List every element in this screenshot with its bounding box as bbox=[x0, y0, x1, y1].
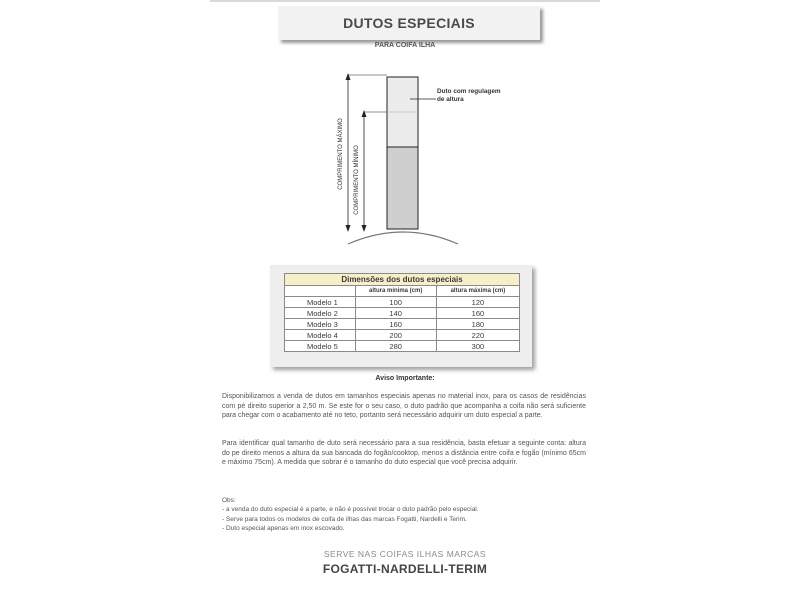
table-row bbox=[285, 319, 520, 330]
obs-item: - Serve para todos os modelos de coifa de ilhas das marcas Fogatti, Nardelli e Terim. bbox=[222, 515, 467, 523]
footer-brands: FOGATTI-NARDELLI-TERIM bbox=[322, 562, 488, 576]
duct-regulation-label bbox=[437, 88, 501, 104]
dimensions-table-panel bbox=[270, 265, 532, 367]
notice-paragraph-1: Disponibilizamos a venda de dutos em tamanhos especiais apenas no material inox, para os casos de residências com pé direito superior a 2,50 m. Se este for o seu caso, o duto padrão que acompanha a coifa não será suficiente para chegar com o acabamento até no teto, portanto será necessário adquirir um duto especial a parte. bbox=[222, 393, 586, 419]
cell-max: 160 bbox=[436, 308, 519, 319]
obs-item: - Duto especial apenas em inox escovado. bbox=[222, 524, 345, 532]
table-caption-row bbox=[285, 274, 520, 286]
notice-title: Aviso Importante: bbox=[375, 375, 435, 382]
top-rule bbox=[210, 0, 600, 2]
label-max-length: COMPRIMENTO MÁXIMO bbox=[338, 118, 344, 190]
cell-min: 200 bbox=[355, 330, 436, 341]
cell-model: Modelo 3 bbox=[285, 319, 356, 330]
table-row bbox=[285, 308, 520, 319]
obs-heading: Obs: bbox=[222, 497, 236, 504]
cell-max: 220 bbox=[436, 330, 519, 341]
table-row bbox=[285, 330, 520, 341]
cell-model: Modelo 1 bbox=[285, 297, 356, 308]
table-row bbox=[285, 341, 520, 352]
header-max-height: altura máxima (cm) bbox=[436, 286, 519, 297]
dimensions-table bbox=[284, 273, 520, 352]
page-title: DUTOS ESPECIAIS bbox=[278, 6, 540, 40]
cell-max: 120 bbox=[436, 297, 519, 308]
cell-min: 140 bbox=[355, 308, 436, 319]
cell-model: Modelo 4 bbox=[285, 330, 356, 341]
table-header-row bbox=[285, 286, 520, 297]
cell-max: 300 bbox=[436, 341, 519, 352]
cell-min: 280 bbox=[355, 341, 436, 352]
max-arrow-head-top bbox=[346, 73, 351, 80]
cell-min: 160 bbox=[355, 319, 436, 330]
label-min-length: COMPRIMENTO MÍNIMO bbox=[354, 145, 360, 215]
cell-model: Modelo 2 bbox=[285, 308, 356, 319]
duct-lower bbox=[387, 147, 418, 229]
cell-max: 180 bbox=[436, 319, 519, 330]
notice-paragraph-2: Para identificar qual tamanho de duto será necessário para a sua residência, basta efetuar a seguinte conta: altura do pe direito menos a altura da sua bancada do fogão/cooktop, menos a distância entre coifa e fogão (mínimo 65cm e máximo 75cm). A medida que sobrar é o tamanho do duto especial que você precisa adquirir. bbox=[222, 440, 586, 466]
duct-label-line1: Duto com regulagem bbox=[437, 88, 501, 95]
max-arrow-head-bottom bbox=[346, 225, 351, 232]
hood-top bbox=[348, 232, 458, 244]
cell-model: Modelo 5 bbox=[285, 341, 356, 352]
duct-label-line2: de altura bbox=[437, 96, 464, 103]
header-min-height: altura mínima (cm) bbox=[355, 286, 436, 297]
cell-min: 100 bbox=[355, 297, 436, 308]
page-subtitle: PARA COIFA ILHA bbox=[374, 42, 436, 49]
table-row bbox=[285, 297, 520, 308]
observations bbox=[222, 496, 479, 533]
min-arrow-head-bottom bbox=[362, 225, 367, 232]
header-model bbox=[285, 286, 356, 297]
obs-item: - a venda do duto especial é a parte, e não é possível trocar o duto padrão pelo especial. bbox=[222, 506, 479, 514]
footer-line-1: SERVE NAS COIFAS ILHAS MARCAS bbox=[323, 549, 487, 559]
table-caption: Dimensões dos dutos especiais bbox=[285, 274, 520, 286]
min-arrow-head-top bbox=[362, 110, 367, 117]
